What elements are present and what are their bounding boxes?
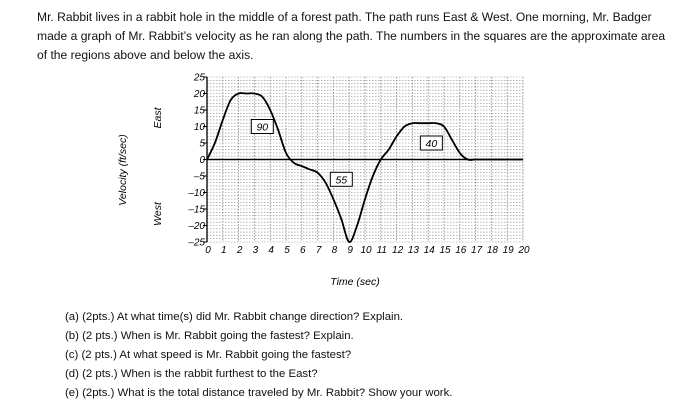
x-axis-title: Time (sec) bbox=[330, 276, 380, 288]
problem-intro: Mr. Rabbit lives in a rabbit hole in the middle of a forest path. The path runs East & West. One morning, Mr. Badger made a graph of Mr. Rabbit’s velocity as he ran along the path. The numbers in the squares are the approximate area of the regions above and below the axis. bbox=[37, 10, 666, 62]
west-label: West bbox=[152, 202, 164, 226]
area-label-value: 55 bbox=[335, 174, 348, 187]
question-b: (b) (2 pts.) When is Mr. Rabbit going the fastest? Explain. bbox=[65, 330, 354, 342]
x-tick-label: 14 bbox=[423, 245, 435, 256]
y-tick-label: 20 bbox=[193, 89, 205, 100]
x-tick-label: 9 bbox=[347, 245, 353, 256]
y-tick-label: 25 bbox=[193, 72, 205, 84]
x-tick-label: 16 bbox=[455, 245, 467, 256]
x-tick-label: 7 bbox=[315, 245, 322, 256]
x-tick-label: 11 bbox=[376, 245, 387, 256]
question-d: (d) (2 pts.) When is the rabbit furthest to the East? bbox=[65, 368, 318, 380]
x-tick-label: 1 bbox=[221, 245, 227, 256]
x-tick-label: 3 bbox=[252, 245, 259, 256]
x-tick-label: 4 bbox=[268, 245, 274, 256]
y-tick-label: 15 bbox=[193, 105, 205, 117]
x-tick-label: 6 bbox=[300, 245, 306, 256]
y-tick-label: –5 bbox=[193, 171, 205, 183]
area-label-value: 90 bbox=[256, 121, 269, 134]
y-tick-label: –10 bbox=[188, 188, 205, 199]
x-tick-label: 19 bbox=[502, 245, 514, 256]
y-tick-label: –25 bbox=[188, 237, 205, 249]
x-tick-label: 20 bbox=[518, 245, 530, 256]
x-tick-label: 0 bbox=[205, 245, 211, 256]
y-tick-label: 0 bbox=[199, 155, 205, 166]
y-tick-label: –15 bbox=[188, 204, 205, 216]
x-tick-label: 5 bbox=[284, 245, 290, 256]
east-label: East bbox=[152, 107, 164, 129]
x-tick-label: 17 bbox=[471, 245, 483, 256]
x-tick-label: 18 bbox=[486, 245, 498, 256]
x-tick-label: 12 bbox=[392, 245, 404, 256]
y-tick-label: 10 bbox=[193, 122, 205, 133]
y-axis-title: Velocity (ft/sec) bbox=[117, 134, 129, 206]
question-a: (a) (2pts.) At what time(s) did Mr. Rabbit change direction? Explain. bbox=[65, 311, 404, 323]
x-tick-label: 2 bbox=[236, 245, 243, 256]
x-tick-label: 13 bbox=[407, 245, 419, 256]
question-list bbox=[65, 308, 452, 403]
x-tick-label: 8 bbox=[331, 245, 338, 256]
y-tick-label: –20 bbox=[188, 221, 205, 232]
area-label-value: 40 bbox=[425, 138, 438, 150]
y-tick-label: 5 bbox=[199, 138, 205, 150]
question-c: (c) (2 pts.) At what speed is Mr. Rabbit going the fastest? bbox=[65, 349, 352, 361]
question-e: (e) (2pts.) What is the total distance traveled by Mr. Rabbit? Show your work. bbox=[65, 387, 453, 399]
x-tick-label: 15 bbox=[439, 245, 451, 256]
x-tick-label: 10 bbox=[360, 245, 372, 256]
